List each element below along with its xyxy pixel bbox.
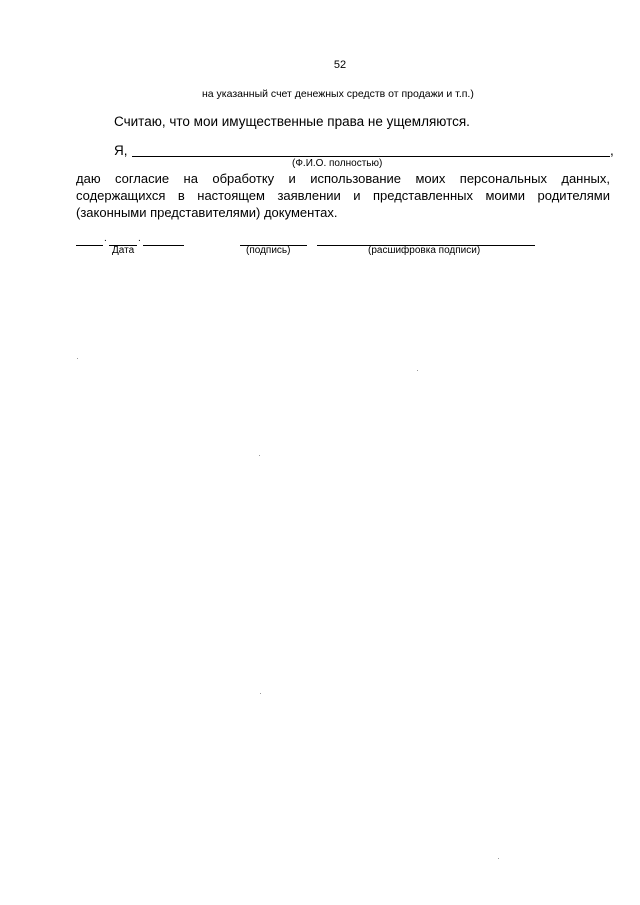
name-suffix: , bbox=[610, 143, 614, 158]
full-name-caption: (Ф.И.О. полностью) bbox=[292, 158, 383, 169]
opinion-statement: Считаю, что мои имущественные права не ущемляются. bbox=[114, 114, 470, 129]
scan-speck bbox=[417, 370, 418, 371]
signature-decryption-label: (расшифровка подписи) bbox=[368, 245, 481, 256]
date-label: Дата bbox=[112, 245, 135, 256]
full-name-line[interactable] bbox=[132, 156, 610, 157]
date-separator-1: . bbox=[104, 233, 107, 244]
signature-label: (подпись) bbox=[246, 245, 291, 256]
continuation-text: на указанный счет денежных средств от продажи и т.п.) bbox=[202, 88, 474, 100]
date-separator-2: . bbox=[138, 233, 141, 244]
date-year-line[interactable] bbox=[143, 245, 184, 246]
consent-paragraph: даю согласие на обработку и использование моих персональных данных, содержащихся в настоящем заявлении и представленных моими родителями (законными представителями) документах. bbox=[76, 171, 610, 220]
scan-speck bbox=[259, 455, 260, 456]
name-prefix: Я, bbox=[114, 143, 128, 158]
scan-speck bbox=[77, 358, 78, 359]
page-number: 52 bbox=[333, 59, 347, 71]
scan-speck bbox=[260, 693, 261, 694]
date-day-line[interactable] bbox=[76, 245, 103, 246]
scan-speck bbox=[498, 858, 499, 859]
